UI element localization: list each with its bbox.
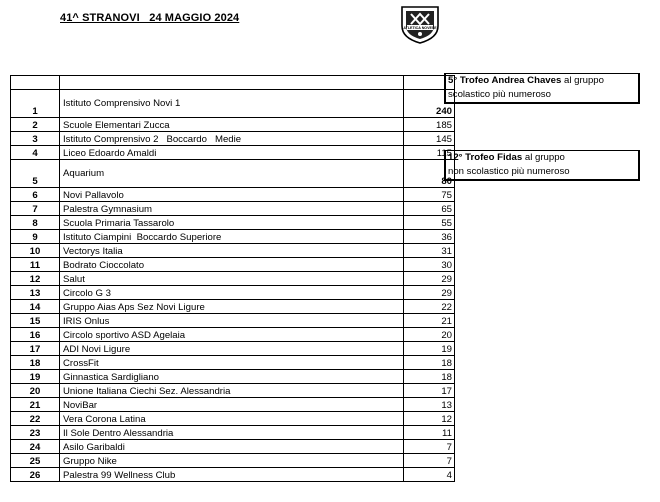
position-cell: 4 — [11, 146, 60, 160]
position-cell: 8 — [11, 216, 60, 230]
points-cell: 21 — [404, 314, 455, 328]
position-cell: 24 — [11, 440, 60, 454]
group-name-cell: Bodrato Cioccolato — [60, 258, 404, 272]
position-cell: 22 — [11, 412, 60, 426]
group-name-cell: Il Sole Dentro Alessandria — [60, 426, 404, 440]
group-name-cell: Aquarium — [60, 160, 404, 188]
group-name-cell: Vera Corona Latina — [60, 412, 404, 426]
points-cell: 31 — [404, 244, 455, 258]
table-row — [11, 384, 455, 398]
award-box-non-school — [444, 150, 640, 181]
position-cell: 3 — [11, 132, 60, 146]
table-row — [11, 426, 455, 440]
position-cell: 23 — [11, 426, 60, 440]
points-cell: 7 — [404, 454, 455, 468]
club-logo — [398, 4, 442, 44]
award-title: 12° Trofeo Fidas — [448, 152, 523, 163]
group-name-cell: Salut — [60, 272, 404, 286]
position-cell: 6 — [11, 188, 60, 202]
table-row — [11, 314, 455, 328]
position-cell: 15 — [11, 314, 60, 328]
position-cell: 26 — [11, 468, 60, 482]
group-name-cell: Asilo Garibaldi — [60, 440, 404, 454]
group-name-cell: Unione Italiana Ciechi Sez. Alessandria — [60, 384, 404, 398]
group-name-cell: Vectorys Italia — [60, 244, 404, 258]
award-line: non scolastico più numeroso — [448, 166, 570, 177]
group-name-cell: Istituto Comprensivo Novi 1 — [60, 90, 404, 118]
group-name-cell: Ginnastica Sardigliano — [60, 370, 404, 384]
table-row — [11, 216, 455, 230]
table-row — [11, 230, 455, 244]
points-cell: 115 — [404, 146, 455, 160]
table-row — [11, 132, 455, 146]
position-cell: 13 — [11, 286, 60, 300]
table-row — [11, 272, 455, 286]
table-row — [11, 118, 455, 132]
table-row — [11, 90, 455, 118]
points-cell: 18 — [404, 356, 455, 370]
group-name-cell: Circolo G 3 — [60, 286, 404, 300]
points-cell: 145 — [404, 132, 455, 146]
award-text: al gruppo — [561, 75, 604, 86]
group-name-cell: NoviBar — [60, 398, 404, 412]
award-box-school — [444, 73, 640, 104]
svg-text:ATLETICA NOVESE: ATLETICA NOVESE — [403, 26, 437, 30]
points-cell: 65 — [404, 202, 455, 216]
table-row — [11, 258, 455, 272]
award-title: 5° Trofeo Andrea Chaves — [448, 75, 562, 86]
position-cell: 11 — [11, 258, 60, 272]
position-cell: 5 — [11, 160, 60, 188]
position-cell: 17 — [11, 342, 60, 356]
header-blank — [11, 76, 60, 90]
table-row — [11, 440, 455, 454]
table-row — [11, 342, 455, 356]
points-cell: 19 — [404, 342, 455, 356]
table-row — [11, 328, 455, 342]
group-name-cell: Palestra Gymnasium — [60, 202, 404, 216]
table-row — [11, 202, 455, 216]
position-cell: 9 — [11, 230, 60, 244]
position-cell: 14 — [11, 300, 60, 314]
points-cell: 30 — [404, 258, 455, 272]
points-cell: 75 — [404, 188, 455, 202]
group-name-cell: ADI Novi Ligure — [60, 342, 404, 356]
position-cell: 2 — [11, 118, 60, 132]
table-row — [11, 188, 455, 202]
table-row — [11, 300, 455, 314]
table-row — [11, 370, 455, 384]
position-cell: 21 — [11, 398, 60, 412]
group-name-cell: Gruppo Aias Aps Sez Novi Ligure — [60, 300, 404, 314]
group-name-cell: Circolo sportivo ASD Agelaia — [60, 328, 404, 342]
points-cell: 13 — [404, 398, 455, 412]
position-cell: 25 — [11, 454, 60, 468]
table-row — [11, 412, 455, 426]
table-row — [11, 146, 455, 160]
award-line — [448, 151, 636, 165]
position-cell: 18 — [11, 356, 60, 370]
position-cell: 20 — [11, 384, 60, 398]
table-row — [11, 286, 455, 300]
ranking-table — [10, 75, 455, 482]
group-name-cell: Gruppo Nike — [60, 454, 404, 468]
position-cell: 12 — [11, 272, 60, 286]
award-text: al gruppo — [522, 152, 565, 163]
points-cell: 20 — [404, 328, 455, 342]
group-name-cell: Istituto Ciampini Boccardo Superiore — [60, 230, 404, 244]
table-row — [11, 244, 455, 258]
header-blank — [60, 76, 404, 90]
points-cell: 55 — [404, 216, 455, 230]
award-line — [448, 74, 636, 88]
points-cell: 17 — [404, 384, 455, 398]
group-name-cell: Istituto Comprensivo 2 Boccardo Medie — [60, 132, 404, 146]
points-cell: 80 — [404, 160, 455, 188]
table-row — [11, 468, 455, 482]
group-name-cell: CrossFit — [60, 356, 404, 370]
points-cell: 12 — [404, 412, 455, 426]
table-row — [11, 356, 455, 370]
table-row — [11, 160, 455, 188]
points-cell: 7 — [404, 440, 455, 454]
group-name-cell: IRIS Onlus — [60, 314, 404, 328]
points-cell: 22 — [404, 300, 455, 314]
position-cell: 10 — [11, 244, 60, 258]
group-name-cell: Novi Pallavolo — [60, 188, 404, 202]
points-cell: 29 — [404, 272, 455, 286]
position-cell: 1 — [11, 90, 60, 118]
position-cell: 7 — [11, 202, 60, 216]
points-cell: 18 — [404, 370, 455, 384]
group-name-cell: Liceo Edoardo Amaldi — [60, 146, 404, 160]
group-name-cell: Scuole Elementari Zucca — [60, 118, 404, 132]
points-cell: 11 — [404, 426, 455, 440]
group-name-cell: Scuola Primaria Tassarolo — [60, 216, 404, 230]
points-cell: 240 — [404, 90, 455, 118]
position-cell: 16 — [11, 328, 60, 342]
points-cell: 29 — [404, 286, 455, 300]
position-cell: 19 — [11, 370, 60, 384]
page-title: 41^ STRANOVI 24 MAGGIO 2024 — [60, 12, 240, 24]
points-cell: 36 — [404, 230, 455, 244]
award-line: scolastico più numeroso — [448, 89, 551, 100]
table-row — [11, 454, 455, 468]
group-name-cell: Palestra 99 Wellness Club — [60, 468, 404, 482]
points-cell: 4 — [404, 468, 455, 482]
table-row — [11, 398, 455, 412]
points-cell: 185 — [404, 118, 455, 132]
